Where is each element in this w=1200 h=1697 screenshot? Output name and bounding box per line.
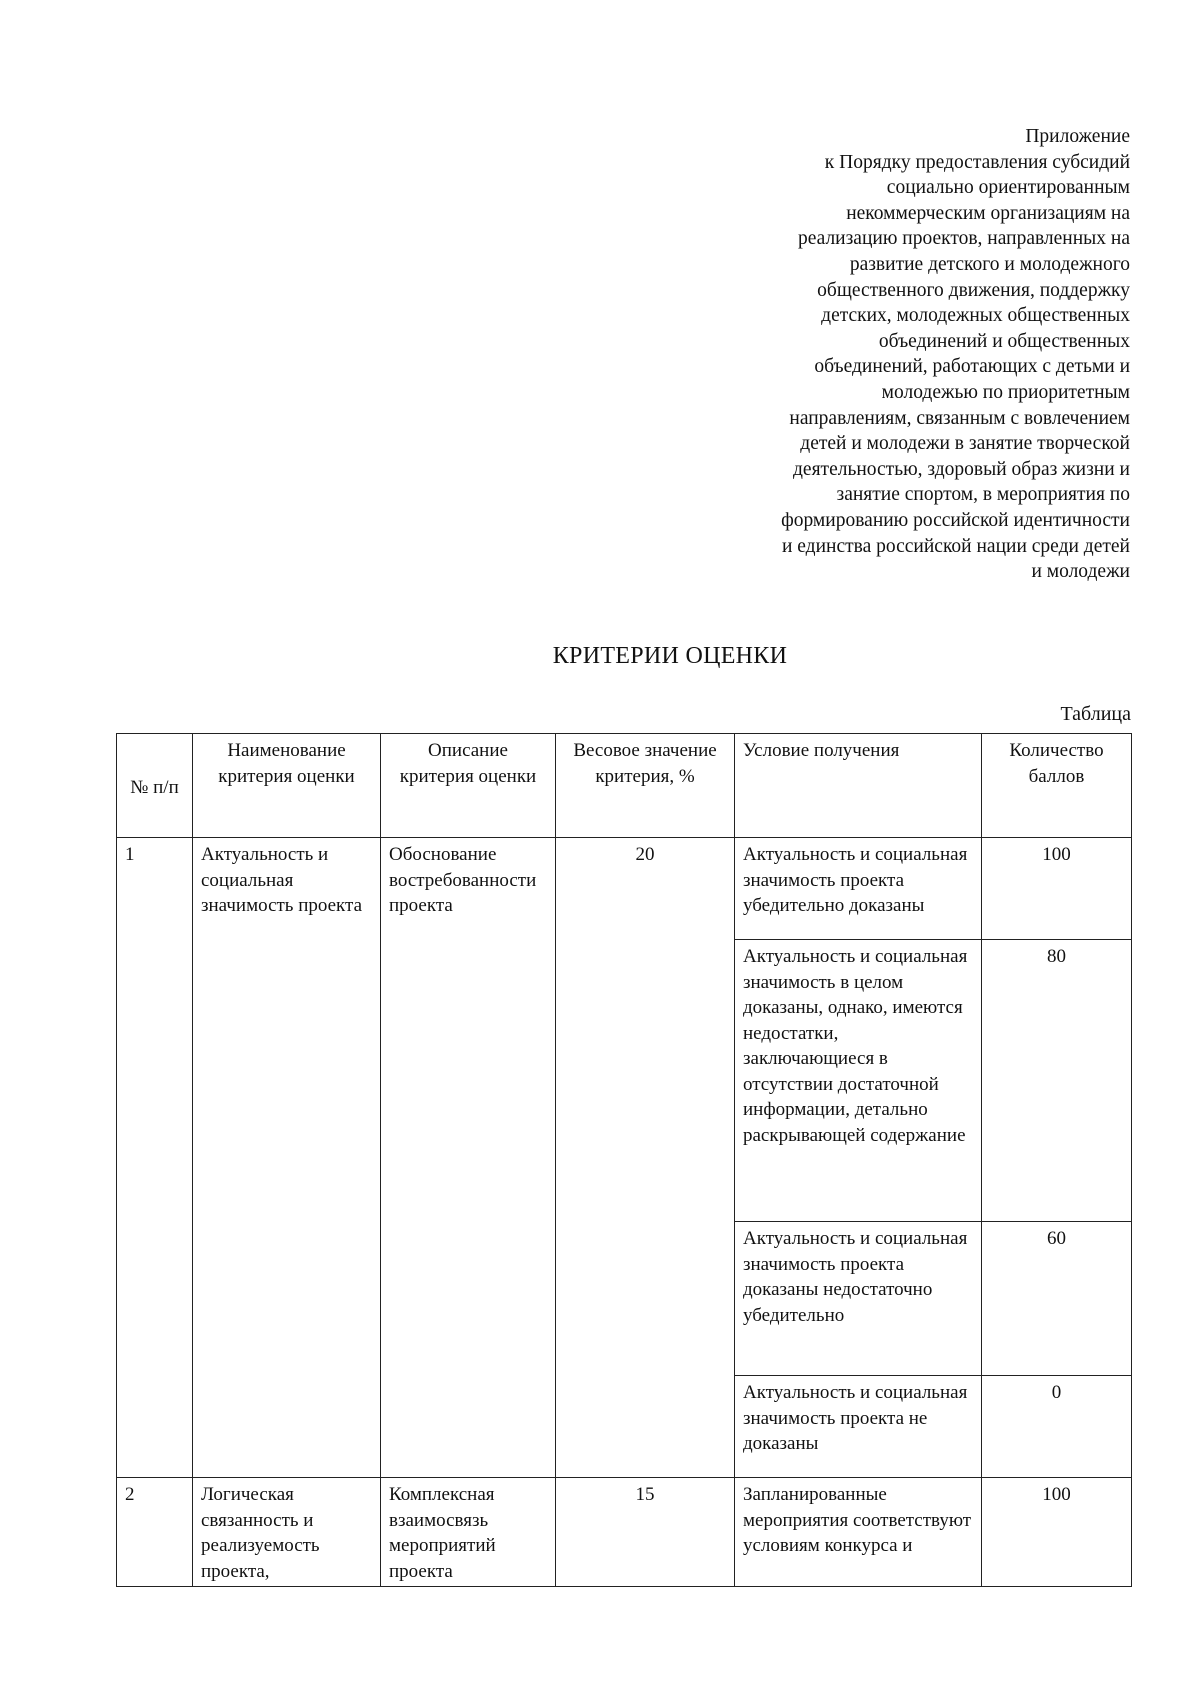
row-points — [982, 1478, 1132, 1587]
row-criterion-description: Обоснование востребованности проекта — [381, 838, 556, 1478]
row-criterion-name — [193, 1478, 381, 1587]
row-criterion-description — [381, 1478, 556, 1587]
header-weight: Весовое значение критерия, % — [556, 734, 735, 838]
row-condition: Актуальность и социальная значимость в целом доказаны, однако, имеются недостатки, заключающиеся в отсутствии достаточной информации, детально раскрывающей содержание — [735, 940, 982, 1222]
row-points: 80 — [982, 940, 1132, 1222]
appendix-line: развитие детского и молодежного — [849, 253, 1130, 275]
appendix-line: детей и молодежи в занятие творческой — [800, 433, 1130, 455]
table-row — [117, 838, 1132, 940]
appendix-line: занятие спортом, в мероприятия по — [836, 484, 1130, 506]
row-condition: Актуальность и социальная значимость проекта доказаны недостаточно убедительно — [735, 1222, 982, 1376]
appendix-line: реализацию проектов, направленных на — [797, 228, 1130, 250]
row-points-text: 100 — [1042, 1484, 1071, 1505]
row-condition-text: Запланированные мероприятия соответствуют условиям конкурса и — [743, 1484, 972, 1556]
header-num: № п/п — [117, 734, 193, 838]
header-condition: Условие получения — [735, 734, 982, 838]
appendix-line: молодежью по приоритетным — [881, 381, 1130, 403]
appendix-line: общественного движения, поддержку — [817, 279, 1130, 301]
appendix-line: и единства российской нации среди детей — [781, 535, 1130, 557]
appendix-line: социально ориентированным — [886, 177, 1130, 199]
row-condition: Актуальность и социальная значимость проекта не доказаны — [735, 1376, 982, 1478]
row-weight — [556, 1478, 735, 1587]
page-title: КРИТЕРИИ ОЦЕНКИ — [552, 643, 788, 669]
row-points: 60 — [982, 1222, 1132, 1376]
row-num-text: 2 — [125, 1484, 135, 1505]
row-weight: 20 — [556, 838, 735, 1478]
row-num: 1 — [117, 838, 193, 1478]
row-criterion-name: Актуальность и социальная значимость проекта — [193, 838, 381, 1478]
table-row — [117, 1478, 1132, 1587]
appendix-line: формированию российской идентичности — [781, 509, 1130, 531]
row-criterion-description-text: Комплексная взаимосвязь мероприятий проекта — [389, 1484, 496, 1582]
row-criterion-name-text: Логическая связанность и реализуемость проекта, — [201, 1484, 320, 1582]
header-name: Наименование критерия оценки — [193, 734, 381, 838]
table-header-row — [117, 734, 1132, 838]
table-label: Таблица — [1060, 703, 1131, 725]
appendix-line: объединений, работающих с детьми и — [814, 356, 1130, 378]
appendix-line: объединений и общественных — [878, 330, 1130, 352]
appendix-line: некоммерческим организациям на — [846, 202, 1130, 224]
row-weight-text: 15 — [635, 1484, 655, 1505]
appendix-line: Приложение — [1025, 126, 1130, 147]
header-description: Описание критерия оценки — [381, 734, 556, 838]
appendix-line: деятельностью, здоровый образ жизни и — [793, 458, 1130, 480]
row-condition — [735, 1478, 982, 1587]
appendix-line: детских, молодежных общественных — [821, 305, 1130, 327]
row-condition: Актуальность и социальная значимость проекта убедительно доказаны — [735, 838, 982, 940]
row-points: 0 — [982, 1376, 1132, 1478]
row-num — [117, 1478, 193, 1587]
header-points: Количество баллов — [982, 734, 1132, 838]
appendix-line: направлениям, связанным с вовлечением — [789, 407, 1130, 429]
row-points: 100 — [982, 838, 1132, 940]
appendix-line: к Порядку предоставления субсидий — [824, 151, 1130, 173]
appendix-header — [710, 124, 1130, 585]
criteria-table — [116, 733, 1132, 1587]
appendix-line: и молодежи — [1031, 561, 1130, 583]
